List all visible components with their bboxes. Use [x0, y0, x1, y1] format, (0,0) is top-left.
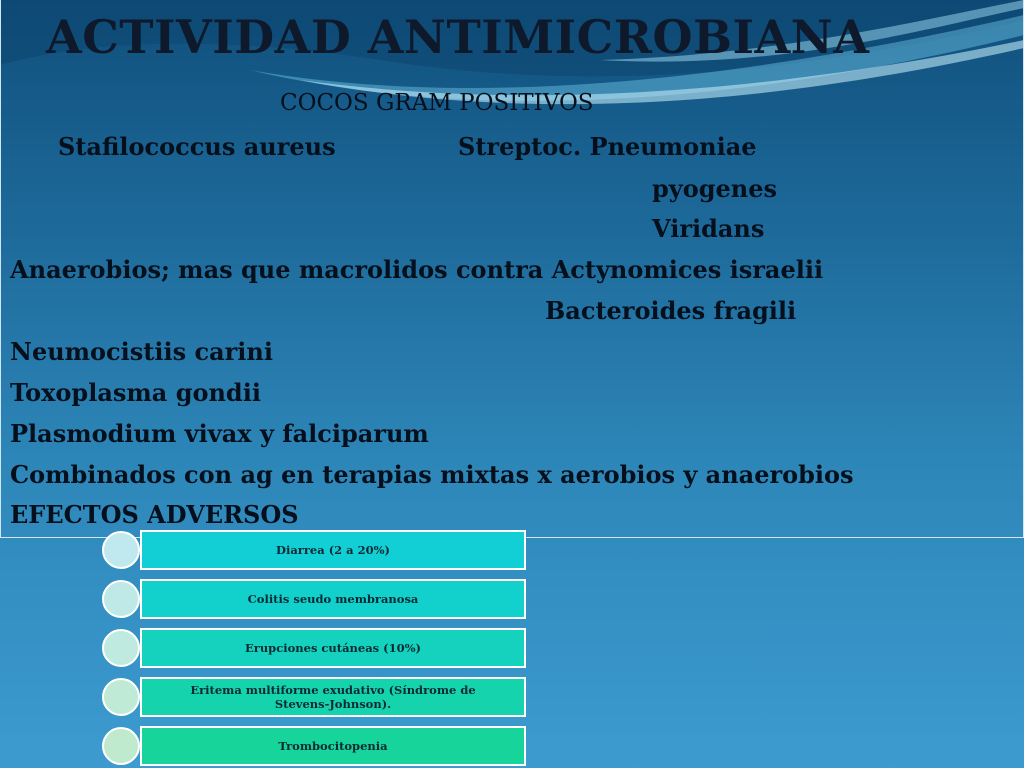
bullet-circle-icon [102, 580, 140, 618]
combinados-line: Combinados con ag en terapias mixtas x aerobios y anaerobios [10, 460, 854, 489]
bullet-circle-icon [102, 727, 140, 765]
bacteroides-line: Bacteroides fragili [545, 296, 797, 325]
plasmodium-line: Plasmodium vivax y falciparum [10, 419, 429, 448]
toxoplasma-line: Toxoplasma gondii [10, 378, 261, 407]
anaerobios-line: Anaerobios; mas que macrolidos contra Actynomices israelii [10, 255, 824, 284]
adverse-effect-item [102, 677, 528, 719]
subheading: COCOS GRAM POSITIVOS [280, 90, 594, 116]
adverse-effect-label: Trombocitopenia [140, 726, 526, 766]
staph-line: Stafilococcus aureus [58, 132, 336, 161]
adverse-effect-item [102, 530, 528, 572]
neumocistis-line: Neumocistiis carini [10, 337, 273, 366]
adverse-effect-item [102, 579, 528, 621]
viridans-line: Viridans [652, 214, 765, 243]
adverse-effect-label: Erupciones cutáneas (10%) [140, 628, 526, 668]
adverse-effect-label: Eritema multiforme exudativo (Síndrome de Stevens-Johnson). [140, 677, 526, 717]
frame-left [0, 0, 1, 538]
adverse-effect-label: Diarrea (2 a 20%) [140, 530, 526, 570]
bullet-circle-icon [102, 531, 140, 569]
bullet-circle-icon [102, 678, 140, 716]
bullet-circle-icon [102, 629, 140, 667]
strep-line: Streptoc. Pneumoniae [458, 132, 757, 161]
efectos-heading: EFECTOS ADVERSOS [10, 500, 299, 529]
adverse-effect-item [102, 628, 528, 670]
pyogenes-line: pyogenes [652, 174, 778, 203]
adverse-effect-item [102, 726, 528, 768]
adverse-effect-label: Colitis seudo membranosa [140, 579, 526, 619]
slide-title: ACTIVIDAD ANTIMICROBIANA [46, 10, 870, 64]
